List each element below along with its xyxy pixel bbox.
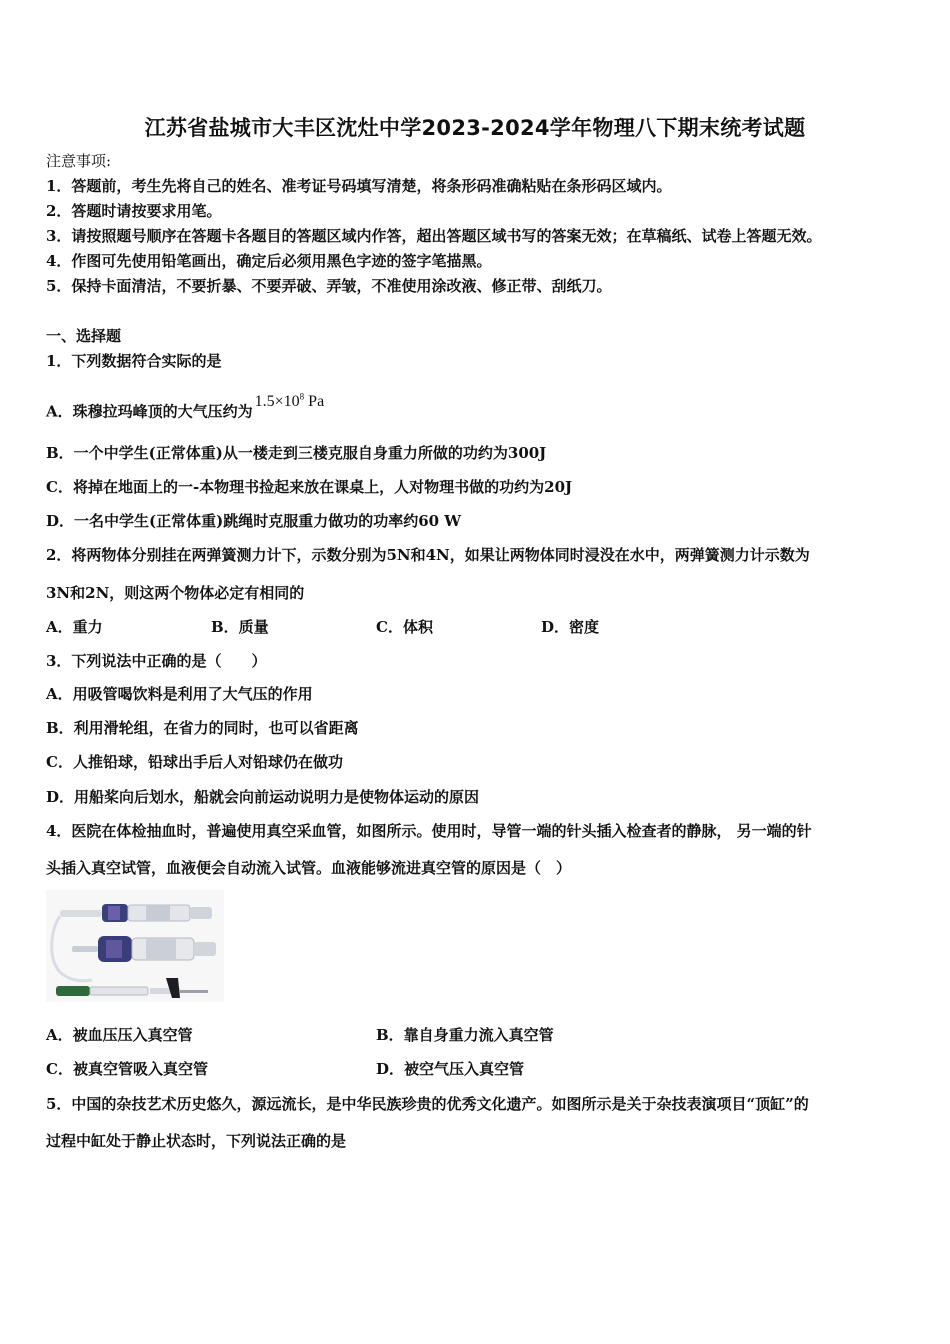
q2-option-d: D．密度 xyxy=(541,618,600,636)
q1-option-a-text: A．珠穆拉玛峰顶的大气压约为 xyxy=(46,402,253,421)
section-heading: 一、选择题 xyxy=(46,327,122,345)
q2-option-b: B．质量 xyxy=(211,618,269,636)
q4-option-a: A．被血压压入真空管 xyxy=(46,1026,193,1044)
q1-stem: 1．下列数据符合实际的是 xyxy=(46,352,222,370)
q3-stem: 3．下列说法中正确的是（ ） xyxy=(46,652,267,670)
q4-option-d: D．被空气压入真空管 xyxy=(376,1060,525,1078)
notice-item-4: 4．作图可先使用铅笔画出，确定后必须用黑色字迹的签字笔描黑。 xyxy=(46,252,492,270)
q1-option-d: D．一名中学生(正常体重)跳绳时克服重力做功的功率约60 W xyxy=(46,512,462,530)
page-title: 江苏省盐城市大丰区沈灶中学2023-2024学年物理八下期末统考试题 xyxy=(144,116,806,140)
q5-stem-line1: 5．中国的杂技艺术历史悠久，源远流长，是中华民族珍贵的优秀文化遗产。如图所示是关于杂技表演项目“顶缸”的 xyxy=(46,1095,809,1113)
q4-option-c: C．被真空管吸入真空管 xyxy=(46,1060,208,1078)
q1-option-a xyxy=(46,392,325,422)
notice-heading: 注意事项: xyxy=(46,152,112,170)
q1-option-b: B．一个中学生(正常体重)从一楼走到三楼克服自身重力所做的功约为300J xyxy=(46,444,547,462)
q4-stem-line2: 头插入真空试管，血液便会自动流入试管。血液能够流进真空管的原因是（ ） xyxy=(46,859,572,877)
q2-stem-line2: 3N和2N，则这两个物体必定有相同的 xyxy=(46,584,305,602)
q3-option-d: D．用船桨向后划水，船就会向前运动说明力是使物体运动的原因 xyxy=(46,788,480,806)
q3-option-b: B．利用滑轮组，在省力的同时，也可以省距离 xyxy=(46,719,359,737)
q4-stem-line1: 4．医院在体检抽血时，普遍使用真空采血管，如图所示。使用时，导管一端的针头插入检查者的静脉， 另一端的针 xyxy=(46,822,812,840)
notice-item-3: 3．请按照题号顺序在答题卡各题目的答题区域内作答，超出答题区域书写的答案无效；在草稿纸、试卷上答题无效。 xyxy=(46,227,822,245)
q3-option-c: C．人推铅球，铅球出手后人对铅球仍在做功 xyxy=(46,753,343,771)
vacuum-blood-tube-figure xyxy=(46,890,224,1002)
notice-item-5: 5．保持卡面清洁，不要折暴、不要弄破、弄皱，不准使用涂改液、修正带、刮纸刀。 xyxy=(46,277,612,295)
notice-item-1: 1．答题前，考生先将自己的姓名、准考证号码填写清楚，将条形码准确粘贴在条形码区域内。 xyxy=(46,177,672,195)
q4-option-b: B．靠自身重力流入真空管 xyxy=(376,1026,554,1044)
q3-option-a: A．用吸管喝饮料是利用了大气压的作用 xyxy=(46,685,313,703)
q2-option-c: C．体积 xyxy=(376,618,433,636)
q2-option-a: A．重力 xyxy=(46,618,103,636)
q1-option-c: C．将掉在地面上的一-本物理书捡起来放在课桌上，人对物理书做的功约为20J xyxy=(46,478,573,496)
notice-item-2: 2．答题时请按要求用笔。 xyxy=(46,202,222,220)
q5-stem-line2: 过程中缸处于静止状态时，下列说法正确的是 xyxy=(46,1132,347,1150)
q1-option-a-formula: $1.5\times 10^8$ Pa xyxy=(254,392,325,411)
q2-stem-line1: 2．将两物体分别挂在两弹簧测力计下，示数分别为5N和4N，如果让两物体同时浸没在水中，两弹簧测力计示数为 xyxy=(46,546,810,564)
